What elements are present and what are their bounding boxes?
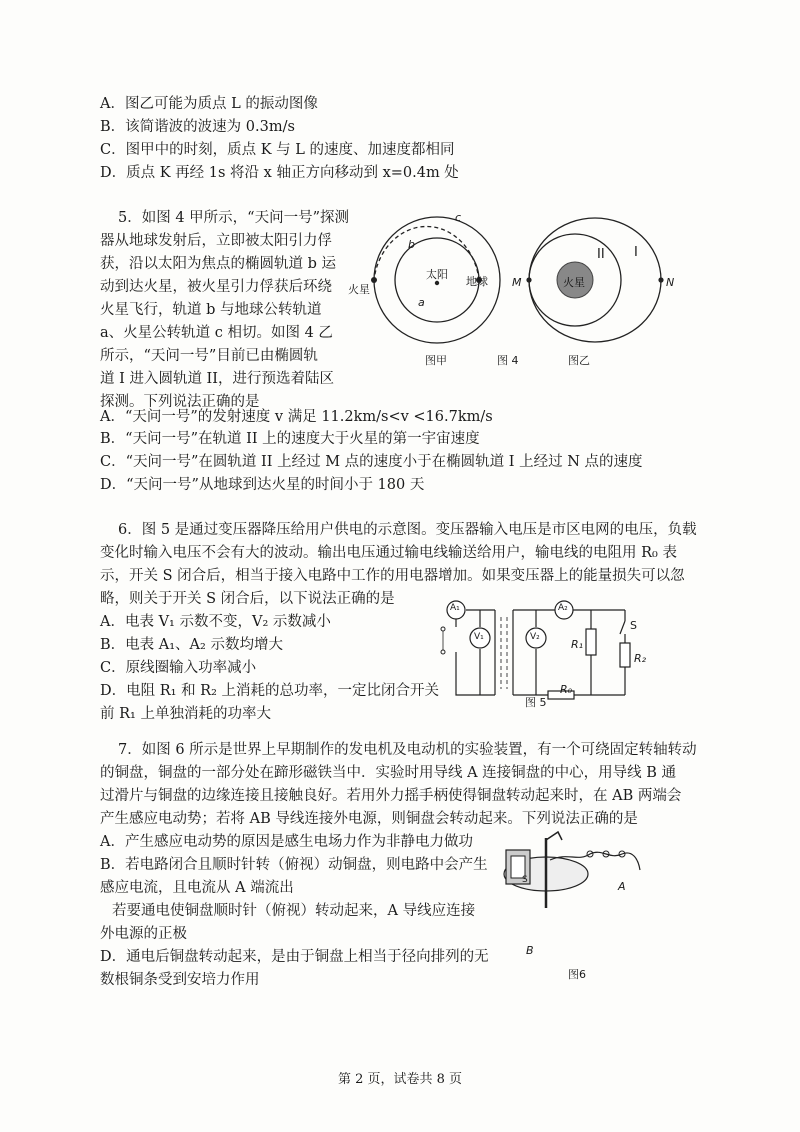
q6-stem-line: 变化时输入电压不会有大的波动。输出电压通过输电线输送给用户，输电线的电阻用 R₀ 表: [100, 545, 677, 561]
fig4-label-M: M: [512, 276, 522, 289]
q5-stem-line: 探测。下列说法正确的是: [100, 394, 260, 410]
fig4-label-yi: 图乙: [568, 354, 590, 367]
q6-stem-line: 6．图 5 是通过变压器降压给用户供电的示意图。变压器输入电压是市区电网的电压，负载: [118, 522, 697, 538]
fig4-label-N: N: [666, 276, 675, 289]
q7-option-a: A．产生感应电动势的原因是感生电场力作为非静电力做功: [100, 834, 473, 850]
fig5-label-R1: R₁: [571, 638, 584, 651]
figure-4-diagram: [345, 205, 665, 365]
fig4-label-a: a: [418, 296, 425, 309]
fig5-caption: 图 5: [525, 696, 547, 709]
q5-stem-line: 道 I 进入圆轨道 II，进行预选着陆区: [100, 371, 335, 387]
q4-option-d: D．质点 K 再经 1s 将沿 x 轴正方向移动到 x=0.4m 处: [100, 165, 459, 181]
q6-option-b: B．电表 A₁、A₂ 示数均增大: [100, 637, 283, 653]
q7-stem-line: 7．如图 6 所示是世界上早期制作的发电机及电动机的实验装置，有一个可绕固定转轴转动: [118, 742, 697, 758]
q7-option-b-line2: 感应电流，且电流从 A 端流出: [100, 880, 294, 896]
fig5-label-S: S: [630, 619, 637, 632]
crank-handle: [546, 832, 562, 840]
q7-stem-line: 的铜盘，铜盘的一部分处在蹄形磁铁当中．实验时用导线 A 连接铜盘的中心，用导线 B 通: [100, 765, 677, 781]
q7-option-c-line1: 若要通电使铜盘顺时针（俯视）转动起来，A 导线应连接: [112, 903, 476, 919]
fig4-caption: 图 4: [497, 354, 519, 367]
resistor-R2: [620, 643, 630, 667]
fig6-label-S: S: [522, 875, 528, 885]
fig4-label-b: b: [408, 238, 415, 251]
fig4-label-earth: 地球: [466, 275, 488, 288]
q5-stem-line: 火星飞行，轨道 b 与地球公转轨道: [100, 302, 322, 318]
q6-stem-line: 示，开关 S 闭合后，相当于接入电路中工作的用电器增加。如果变压器上的能量损失可以忽: [100, 568, 685, 584]
figure-5-circuit: [438, 597, 658, 712]
q7-option-d-line2: 数根铜条受到安培力作用: [100, 972, 260, 988]
q5-stem-line: 所示，“天问一号”目前已由椭圆轨: [100, 348, 318, 364]
q6-option-a: A．电表 V₁ 示数不变，V₂ 示数减小: [100, 614, 331, 630]
fig5-label-A1: A₁: [450, 603, 460, 613]
q5-stem-line: 5．如图 4 甲所示，“天问一号”探测: [118, 210, 349, 226]
q7-stem-line: 产生感应电动势；若将 AB 导线连接外电源，则铜盘会转动起来。下列说法正确的是: [100, 811, 638, 827]
q4-option-b: B．该简谐波的波速为 0.3m/s: [100, 119, 295, 135]
point-M: [526, 277, 531, 282]
resistor-R1: [586, 629, 596, 655]
fig4-label-I: I: [634, 245, 638, 260]
fig5-label-A2: A₂: [558, 603, 568, 613]
point-N: [658, 277, 663, 282]
q7-stem-line: 过滑片与铜盘的边缘连接且接触良好。若用外力摇手柄使得铜盘转动起来时，在 AB 两端会: [100, 788, 682, 804]
q5-stem-line: 器从地球发射后，立即被太阳引力俘: [100, 233, 332, 249]
fig4-label-mars: 火星: [348, 283, 370, 296]
fig5-label-V1: V₁: [474, 632, 484, 642]
fig4-label-II: II: [597, 247, 605, 262]
mars-point: [371, 277, 377, 283]
q4-option-c: C．图甲中的时刻，质点 K 与 L 的速度、加速度都相同: [100, 142, 455, 158]
fig4-label-jia: 图甲: [425, 354, 447, 367]
q5-option-c: C．“天问一号”在圆轨道 II 上经过 M 点的速度小于在椭圆轨道 I 上经过 N 点的速度: [100, 454, 643, 470]
q4-option-a: A．图乙可能为质点 L 的振动图像: [100, 96, 318, 112]
fig4-label-sun: 太阳: [426, 268, 448, 281]
q6-option-d-line1: D．电阻 R₁ 和 R₂ 上消耗的总功率，一定比闭合开关: [100, 683, 440, 699]
q5-stem-line: 获，沿以太阳为焦点的椭圆轨道 b 运: [100, 256, 336, 272]
figure-6-disk-generator: [498, 830, 648, 915]
fig5-label-V2: V₂: [530, 632, 540, 642]
q7-option-b-line1: B．若电路闭合且顺时针转（俯视）动铜盘，则电路中会产生: [100, 857, 488, 873]
fig6-caption: 图6: [568, 968, 586, 981]
q5-option-b: B．“天问一号”在轨道 II 上的速度大于火星的第一宇宙速度: [100, 431, 480, 447]
q7-option-d-line1: D．通电后铜盘转动起来，是由于铜盘上相当于径向排列的无: [100, 949, 489, 965]
orbit-I: [529, 218, 661, 342]
fig6-label-B: B: [526, 944, 534, 957]
q5-option-d: D．“天问一号”从地球到达火星的时间小于 180 天: [100, 477, 425, 493]
fig4-label-mars2: 火星: [563, 276, 585, 289]
q6-option-c: C．原线圈输入功率减小: [100, 660, 257, 676]
fig5-label-R2: R₂: [634, 652, 647, 665]
q5-option-a: A．“天问一号”的发射速度 v 满足 11.2km/s<v <16.7km/s: [100, 409, 493, 425]
q5-stem-line: 动到达火星，被火星引力俘获后环绕: [100, 279, 332, 295]
fig6-label-A: A: [618, 880, 626, 893]
q6-option-d-line2: 前 R₁ 上单独消耗的功率大: [100, 706, 271, 722]
page-footer: 第 2 页，试卷共 8 页: [337, 1072, 463, 1087]
switch-S: [620, 621, 625, 634]
fig4-label-c: c: [455, 211, 462, 224]
q5-stem-line: a、火星公转轨道 c 相切。如图 4 乙: [100, 325, 333, 341]
q6-stem-line: 略，则关于开关 S 闭合后，以下说法正确的是: [100, 591, 395, 607]
q7-option-c-line2: 外电源的正极: [100, 926, 187, 942]
fig5-label-R0: R₀: [560, 683, 573, 696]
